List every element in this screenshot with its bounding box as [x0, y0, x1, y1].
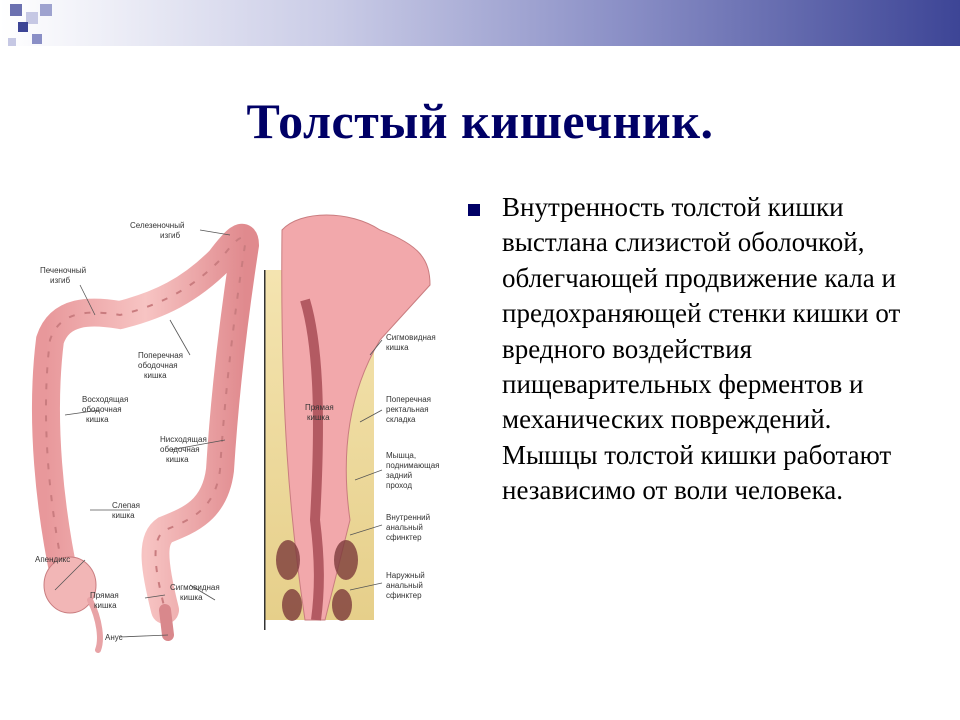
label-splenic-flexure-2: изгиб [160, 231, 181, 240]
anatomy-diagram [20, 190, 450, 660]
label-ascending-3: кишка [86, 415, 109, 424]
label-sigmoid-right: Сигмовидная [386, 333, 436, 342]
label-anus: Анус [105, 633, 123, 642]
label-levator: Мышца, [386, 451, 417, 460]
label-rectal-fold-3: складка [386, 415, 416, 424]
label-hepatic-flexure: Печеночный [40, 266, 87, 275]
label-rectal-fold-2: ректальная [386, 405, 429, 414]
label-cecum-2: кишка [112, 511, 135, 520]
label-hepatic-flexure-2: изгиб [50, 276, 71, 285]
label-rectal-fold: Поперечная [386, 395, 431, 404]
label-transverse: Поперечная [138, 351, 183, 360]
label-rectum-inner-2: кишка [307, 413, 330, 422]
bullet-square-icon [468, 204, 480, 216]
slide-title: Толстый кишечник. [246, 93, 714, 149]
label-rectum: Прямая [90, 591, 119, 600]
header-gradient-band [0, 0, 960, 46]
label-descending-3: кишка [166, 455, 189, 464]
label-levator-4: проход [386, 481, 412, 490]
label-splenic-flexure: Селезеночный [130, 221, 185, 230]
label-external-sphincter-3: сфинктер [386, 591, 422, 600]
label-internal-sphincter-3: сфинктер [386, 533, 422, 542]
label-rectum-2: кишка [94, 601, 117, 610]
bullet-text: Внутренность толстой кишки выстлана слизистой оболочкой, облегчающей продвижение кала и предохраняющей стенки кишки от вредного воздействия пищеварительных ферментов и механических повреждений. Мышцы толстой кишки работают независимо от воли человека. [502, 192, 901, 506]
label-descending: Нисходящая [160, 435, 207, 444]
label-ascending-2: ободочная [82, 405, 122, 414]
label-rectum-inner: Прямая [305, 403, 334, 412]
label-sigmoid-right-2: кишка [386, 343, 409, 352]
label-external-sphincter-2: анальный [386, 581, 423, 590]
label-internal-sphincter: Внутренний [386, 513, 431, 522]
label-external-sphincter: Наружный [386, 571, 425, 580]
large-intestine-illustration [20, 190, 450, 660]
label-transverse-2: ободочная [138, 361, 178, 370]
label-sigmoid: Сигмовидная [170, 583, 220, 592]
label-transverse-3: кишка [144, 371, 167, 380]
label-appendix: Апендикс [35, 555, 71, 564]
label-ascending: Восходящая [82, 395, 129, 404]
corner-decoration [0, 0, 80, 60]
label-internal-sphincter-2: анальный [386, 523, 423, 532]
label-sigmoid-2: кишка [180, 593, 203, 602]
label-descending-2: ободочная [160, 445, 200, 454]
label-cecum: Слепая [112, 501, 141, 510]
label-levator-2: поднимающая [386, 461, 440, 470]
label-levator-3: задний [386, 471, 413, 480]
